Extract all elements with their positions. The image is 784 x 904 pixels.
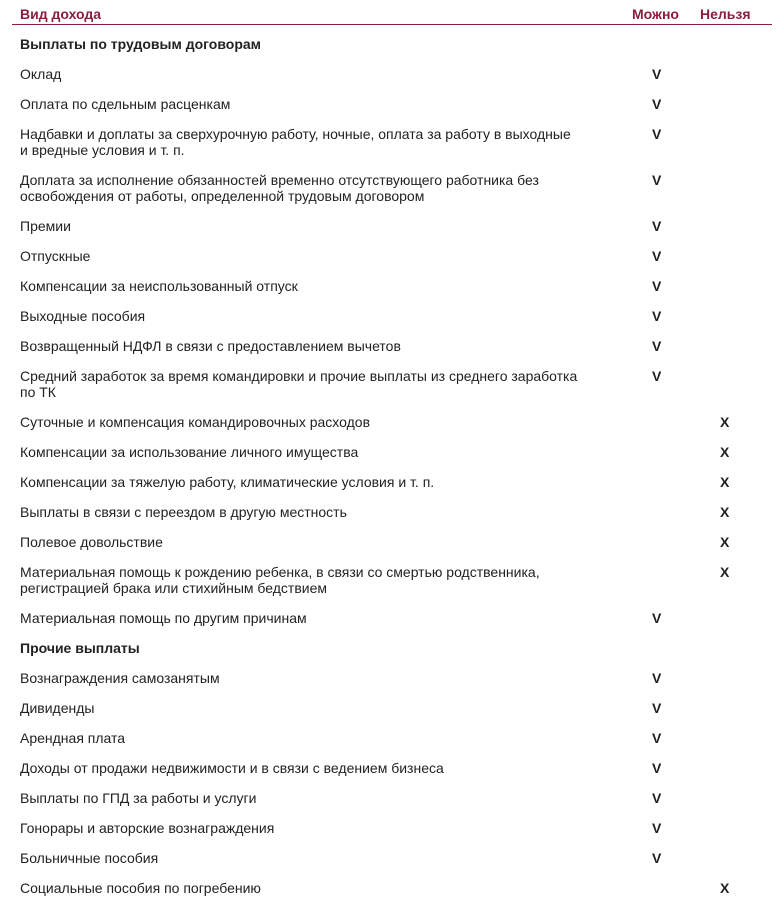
income-type-label: Материальная помощь к рождению ребенка, в связи со смертью родственника, регистрацией брака или стихийным бедствием bbox=[20, 564, 540, 596]
income-type-label: Вознаграждения самозанятым bbox=[20, 670, 220, 686]
income-type-label: Арендная плата bbox=[20, 730, 126, 746]
allowed-mark: V bbox=[652, 760, 662, 776]
not-allowed-mark: X bbox=[720, 414, 730, 430]
income-type-label: Возвращенный НДФЛ в связи с предоставлением вычетов bbox=[20, 338, 401, 354]
income-type-label: Гонорары и авторские вознаграждения bbox=[20, 820, 275, 836]
allowed-mark: V bbox=[652, 338, 662, 354]
allowed-mark: V bbox=[652, 700, 662, 716]
income-type-label: Надбавки и доплаты за сверхурочную работу, ночные, оплата за работу в выходные и вредные условия и т. п. bbox=[20, 126, 571, 158]
column-header-income-type: Вид дохода bbox=[20, 6, 102, 22]
income-type-label: Компенсации за неиспользованный отпуск bbox=[20, 278, 298, 294]
income-type-label: Выплаты в связи с переездом в другую местность bbox=[20, 504, 347, 520]
column-header-not-allowed: Нельзя bbox=[700, 6, 751, 22]
allowed-mark: V bbox=[652, 218, 662, 234]
allowed-mark: V bbox=[652, 368, 662, 384]
not-allowed-mark: X bbox=[720, 444, 730, 460]
allowed-mark: V bbox=[652, 248, 662, 264]
not-allowed-mark: X bbox=[720, 880, 730, 896]
income-type-label: Доходы от продажи недвижимости и в связи с ведением бизнеса bbox=[20, 760, 444, 776]
section-title: Прочие выплаты bbox=[20, 640, 140, 656]
allowed-mark: V bbox=[652, 850, 662, 866]
allowed-mark: V bbox=[652, 172, 662, 188]
income-table bbox=[12, 0, 772, 896]
income-type-label: Оплата по сдельным расценкам bbox=[20, 96, 231, 112]
income-type-label: Полевое довольствие bbox=[20, 534, 163, 550]
allowed-mark: V bbox=[652, 96, 662, 112]
income-type-label: Доплата за исполнение обязанностей временно отсутствующего работника без освобождения от работы, определенной трудовым договором bbox=[20, 172, 539, 204]
income-type-label: Премии bbox=[20, 218, 71, 234]
income-type-label: Компенсации за тяжелую работу, климатические условия и т. п. bbox=[20, 474, 435, 490]
table-header bbox=[12, 2, 772, 25]
allowed-mark: V bbox=[652, 610, 662, 626]
not-allowed-mark: X bbox=[720, 564, 730, 580]
income-type-label: Социальные пособия по погребению bbox=[20, 880, 261, 896]
income-type-label: Средний заработок за время командировки и прочие выплаты из среднего заработка по ТК bbox=[20, 368, 578, 400]
income-type-label: Выходные пособия bbox=[20, 308, 146, 324]
allowed-mark: V bbox=[652, 730, 662, 746]
income-type-label: Оклад bbox=[20, 66, 62, 82]
not-allowed-mark: X bbox=[720, 504, 730, 520]
allowed-mark: V bbox=[652, 790, 662, 806]
allowed-mark: V bbox=[652, 126, 662, 142]
allowed-mark: V bbox=[652, 670, 662, 686]
section-title: Выплаты по трудовым договорам bbox=[20, 36, 262, 52]
allowed-mark: V bbox=[652, 66, 662, 82]
allowed-mark: V bbox=[652, 308, 662, 324]
not-allowed-mark: X bbox=[720, 474, 730, 490]
income-type-label: Компенсации за использование личного имущества bbox=[20, 444, 359, 460]
column-header-allowed: Можно bbox=[632, 6, 679, 22]
allowed-mark: V bbox=[652, 820, 662, 836]
income-type-label: Больничные пособия bbox=[20, 850, 159, 866]
not-allowed-mark: X bbox=[720, 534, 730, 550]
allowed-mark: V bbox=[652, 278, 662, 294]
income-type-label: Суточные и компенсация командировочных расходов bbox=[20, 414, 370, 430]
income-type-label: Дивиденды bbox=[20, 700, 95, 716]
income-type-label: Материальная помощь по другим причинам bbox=[20, 610, 307, 626]
income-type-label: Выплаты по ГПД за работы и услуги bbox=[20, 790, 257, 806]
income-type-label: Отпускные bbox=[20, 248, 91, 264]
